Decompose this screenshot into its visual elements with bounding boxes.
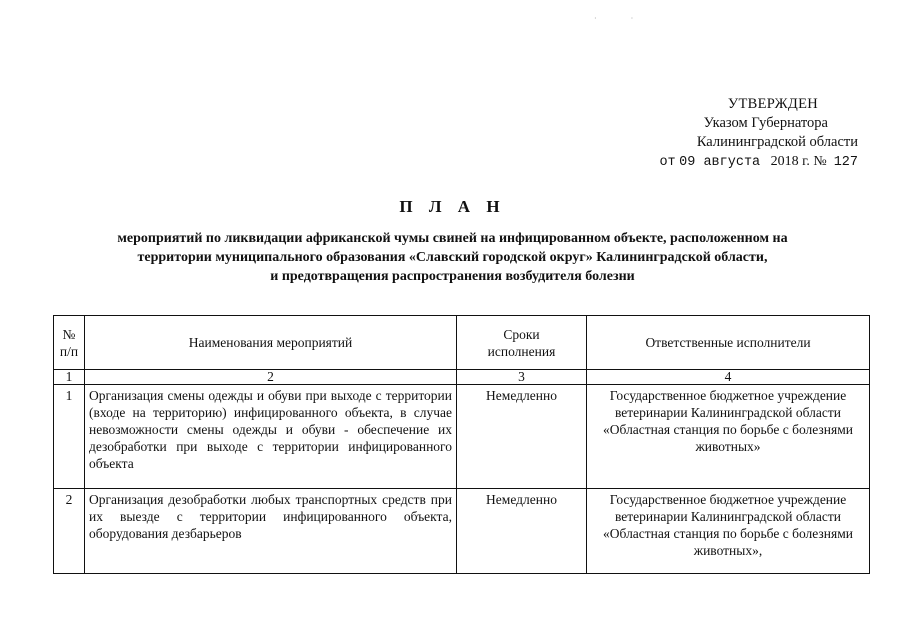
row-number: 2 (54, 489, 85, 574)
row-activity: Организация смены одежды и обуви при выходе с территории (входе на территорию) инфицированного объекта, в случае невозможности смены одежды и обуви - обеспечение их дезобработки при выходе с территории инфицированного объекта (85, 385, 457, 489)
row-number: 1 (54, 385, 85, 489)
header-executors: Ответственные исполнители (587, 316, 870, 370)
plan-table (53, 315, 870, 574)
row-deadline: Немедленно (457, 385, 587, 489)
subtitle-line: мероприятий по ликвидации африканской чумы свиней на инфицированном объекте, расположенном на (117, 231, 788, 246)
column-number-cell: 1 (54, 370, 85, 385)
column-number-cell: 2 (85, 370, 457, 385)
approval-block (600, 95, 858, 172)
header-deadline-label: Сроки исполнения (487, 326, 556, 359)
header-deadline (457, 316, 587, 370)
row-executors: Государственное бюджетное учреждение ветеринарии Калининградской области «Областная станция по борьбе с болезнями животных», (587, 489, 870, 574)
column-number-cell: 3 (457, 370, 587, 385)
column-number-cell: 4 (587, 370, 870, 385)
approval-heading: УТВЕРЖДЕН (727, 96, 818, 112)
table-row (54, 489, 870, 574)
header-activity: Наименования мероприятий (85, 316, 457, 370)
subtitle-line: и предотвращения распространения возбудителя болезни (270, 269, 635, 284)
header-number-label: № п/п (59, 326, 79, 359)
row-activity: Организация дезобработки любых транспортных средств при их выезде с территории инфицированного объекта, оборудования дезбарьеров (85, 489, 457, 574)
column-number-row (54, 370, 870, 385)
document-subtitle (60, 229, 845, 286)
approval-date-prefix: от (659, 155, 676, 170)
approval-region-line: Калининградской области (696, 134, 858, 150)
approval-decree-line: Указом Губернатора (703, 115, 828, 131)
approval-number-value: 127 (833, 155, 858, 170)
row-deadline: Немедленно (457, 489, 587, 574)
row-executors: Государственное бюджетное учреждение ветеринарии Калининградской области «Областная станция по борьбе с болезнями животных» (587, 385, 870, 489)
approval-date-value: 09 августа (679, 155, 761, 170)
document-title: П Л А Н (399, 197, 506, 216)
approval-date-year: 2018 г. (770, 154, 810, 169)
header-number (54, 316, 85, 370)
subtitle-line: территории муниципального образования «Славский городской округ» Калининградской области, (137, 250, 768, 265)
scan-speck: · · (594, 14, 650, 23)
table-row (54, 385, 870, 489)
approval-date-line (600, 152, 858, 172)
table-header-row (54, 316, 870, 370)
approval-number-label: № (813, 154, 827, 169)
